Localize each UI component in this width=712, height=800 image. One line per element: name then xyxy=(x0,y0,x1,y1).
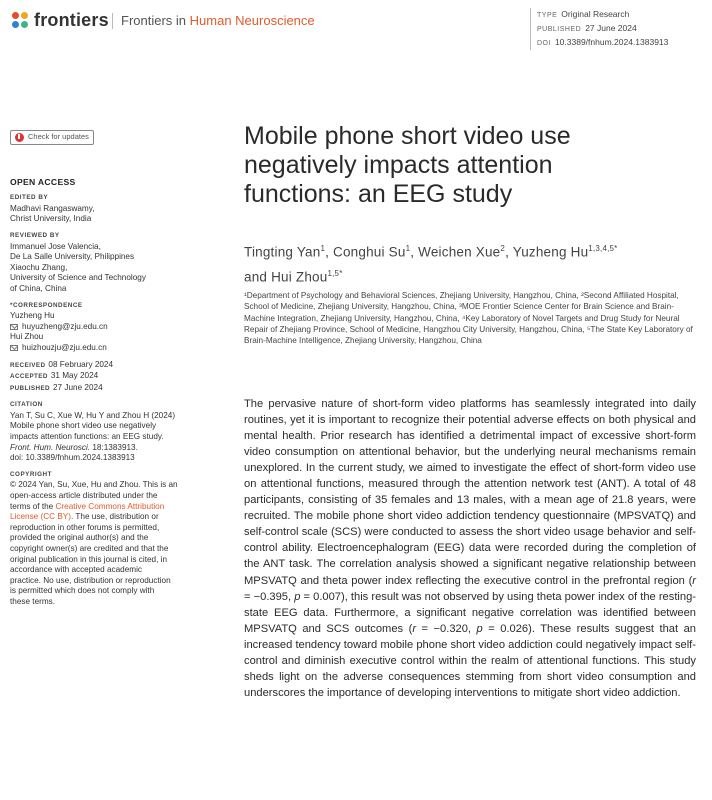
reviewer-line: University of Science and Technology xyxy=(10,273,146,283)
abstract-text: = −0.395, xyxy=(244,590,295,603)
reviewer-line: of China, China xyxy=(10,283,67,293)
abstract xyxy=(244,396,696,701)
meta-type-label: TYPE xyxy=(537,12,558,19)
stat-p: p xyxy=(294,590,301,603)
author-affil-sup: 1,5* xyxy=(327,268,343,278)
received-label: RECEIVED xyxy=(10,361,46,369)
author-name[interactable]: Weichen Xue xyxy=(418,244,501,260)
author-affil-sup: 2 xyxy=(500,244,506,253)
editor-line: Madhavi Rangaswamy, xyxy=(10,203,95,213)
received-date: 08 February 2024 xyxy=(48,359,114,369)
cc-license-link[interactable]: Creative Commons Attribution xyxy=(55,501,165,511)
author-name[interactable]: Yuzheng Hu xyxy=(512,244,589,260)
meta-type xyxy=(537,8,668,22)
copyright-line: provided the original author(s) and the xyxy=(10,533,149,543)
citation-doi[interactable]: doi: 10.3389/fnhum.2024.1383913 xyxy=(10,453,135,463)
citation-line: impacts attention functions: an EEG study. xyxy=(10,432,164,442)
stat-r: r xyxy=(412,622,417,635)
correspondent-name: Hui Zhou xyxy=(10,332,44,342)
accepted-label: ACCEPTED xyxy=(10,373,48,381)
reviewer-line: Immanuel Jose Valencia, xyxy=(10,241,101,251)
stat-r: r xyxy=(692,574,696,587)
affiliations: ¹Department of Psychology and Behavioral Sciences, Zhejiang University, Hangzhou, China, ²Second Affiliated Hospital, School of Medicine, Zhejiang University, Hangzhou, China, ³MOE Frontier Science Center for Brain Science and Brain-Machine Integration, Zhejiang University, Hangzhou, China, ⁴Key Laboratory of Novel Targets and Drug Study for Neural Repair of Zhejiang Province, School of Medicine, Hangzhou City University, Hangzhou, China, ⁵The State Key Laboratory of Brain-Machine Intelligence, Zhejiang University, Hangzhou, China xyxy=(244,291,693,346)
title-line: negatively impacts attention xyxy=(244,151,553,179)
copyright-line: is permitted which does not comply with xyxy=(10,586,155,596)
correspondence-label: *CORRESPONDENCE xyxy=(10,301,83,309)
reviewer-line: Xiaochu Zhang, xyxy=(10,262,68,272)
author-name[interactable]: Hui Zhou xyxy=(271,269,328,284)
logo-text: frontiers xyxy=(34,10,109,30)
correspondent-name: Yuzheng Hu xyxy=(10,311,55,321)
sidebar xyxy=(10,130,210,614)
abstract-text: = −0.320, xyxy=(416,622,477,635)
article-meta xyxy=(530,8,668,50)
reviewed-by-label: REVIEWED BY xyxy=(10,231,60,239)
citation-journal: Front. Hum. Neurosci. xyxy=(10,442,91,452)
citation-line: Yan T, Su C, Xue W, Hu Y and Zhou H (2024) xyxy=(10,410,176,420)
accepted-date: 31 May 2024 xyxy=(50,371,99,381)
journal-name[interactable] xyxy=(112,13,315,29)
citation-journal-line xyxy=(10,443,210,454)
copyright-line: open-access article distributed under the xyxy=(10,491,158,501)
copyright-line xyxy=(10,512,210,523)
mail-icon xyxy=(10,345,18,351)
email-link[interactable] xyxy=(10,343,210,354)
editor-line: Christ University, India xyxy=(10,214,92,224)
frontiers-logo[interactable] xyxy=(12,10,109,31)
check-for-updates-button[interactable] xyxy=(10,130,94,145)
edited-by-label: EDITED BY xyxy=(10,194,49,202)
open-access-label: OPEN ACCESS xyxy=(10,176,76,187)
reviewed-by-section xyxy=(10,231,210,295)
mail-icon xyxy=(10,324,18,330)
meta-type-value: Original Research xyxy=(561,9,630,19)
email-text: huizhouzju@zju.edu.cn xyxy=(22,342,107,352)
reviewer-line: De La Salle University, Philippines xyxy=(10,252,135,262)
meta-doi xyxy=(537,36,668,50)
email-link[interactable] xyxy=(10,322,210,333)
citation-section xyxy=(10,400,210,464)
citation-line: Mobile phone short video use negatively xyxy=(10,421,157,431)
abstract-text: = 0.007), this result was not observed by using theta power index of the resting-state EEG data. Furthermore, a significant negative correlation was identified between MPSVATQ and SCS outcomes ( xyxy=(244,590,696,635)
copyright-text: . The use, distribution or xyxy=(70,512,159,522)
author-list: Tingting Yan$^1$, Conghui Su$^1$, Weichen Xue$^2$, Yuzheng $Hu^{1,3,4,5*}$ and Hui Zhou$^{1,5*}$ xyxy=(244,244,618,284)
copyright-label: COPYRIGHT xyxy=(10,470,52,478)
author-affil-sup: 1,3,4,5* xyxy=(588,244,618,253)
published-label: PUBLISHED xyxy=(10,384,50,392)
journal-prefix: Frontiers in xyxy=(121,13,190,28)
frontiers-logo-icon xyxy=(12,12,30,30)
author-name[interactable]: Tingting Yan xyxy=(244,244,321,260)
copyright-line: copyright owner(s) are credited and that the xyxy=(10,544,169,553)
author-affil-sup: 1 xyxy=(405,244,411,253)
copyright-text: terms of the xyxy=(10,501,56,511)
author-name[interactable]: Conghui Su xyxy=(333,244,406,260)
citation-label: CITATION xyxy=(10,401,43,409)
citation-volume: 18:1383913. xyxy=(90,442,138,452)
title-line: Mobile phone short video use xyxy=(244,122,571,150)
email-text: huyuzheng@zju.edu.cn xyxy=(22,321,108,331)
meta-published-label: PUBLISHED xyxy=(537,26,582,33)
journal-title: Human Neuroscience xyxy=(189,13,315,28)
meta-published xyxy=(537,22,668,36)
copyright-line: © 2024 Yan, Su, Xue, Hu and Zhou. This is an xyxy=(10,480,178,490)
edited-by-section xyxy=(10,193,210,225)
copyright-line: reproduction in other forums is permitted, xyxy=(10,522,160,532)
meta-doi-value[interactable]: 10.3389/fnhum.2024.1383913 xyxy=(554,37,669,47)
author-affil-sup: 1 xyxy=(320,244,326,253)
dates-section xyxy=(10,360,210,395)
meta-doi-label: DOI xyxy=(537,40,551,47)
meta-published-value: 27 June 2024 xyxy=(585,23,637,33)
copyright-line: accordance with accepted academic xyxy=(10,565,142,575)
check-updates-label: Check for updates xyxy=(28,132,89,141)
published-date: 27 June 2024 xyxy=(53,382,103,392)
abstract-text: The pervasive nature of short-form video platforms has seamlessly integrated into daily routines, yet it is important to recognize their potential adverse effects on both physical and mental health. Prior research has identified a detrimental impact of excessive short-form video consumption on attentional behavior, but the underlying neural mechanisms remain unexplored. In the current study, we aimed to investigate the effect of short-form video use on attentional functions, measured through the attention network test (ANT). A total of 48 participants, consisting of 35 females and 13 males, with a mean age of 21.8 years, were recruited. The mobile phone short video addiction tendency questionnaire (MPSVATQ) and self-control scale (SCS) were conducted to assess the short video usage behavior and self-control ability. Electroencephalogram (EEG) data were recorded during the completion of the ANT task. The correlation analysis showed a significant negative relationship between MPSVATQ and theta power index reflecting the executive control in the prefrontal region ( xyxy=(244,398,696,587)
copyright-line: practice. No use, distribution or reproduction xyxy=(10,575,171,585)
copyright-line xyxy=(10,502,210,513)
article-title xyxy=(244,122,684,209)
copyright-section xyxy=(10,470,210,608)
abstract-text: = 0.026). These results suggest that an increased tendency toward mobile phone short video addiction could negatively impact self-control and diminish executive control within the realm of attentional functions. This study sheds light on the adverse consequences stemming from short video consumption and underscores the importance of developing interventions to mitigate short video addiction. xyxy=(244,622,696,699)
stat-p: p xyxy=(476,622,483,635)
correspondence-section xyxy=(10,301,210,354)
title-line: functions: an EEG study xyxy=(244,180,513,208)
update-icon xyxy=(15,133,24,142)
copyright-line: these terms. xyxy=(10,596,56,606)
copyright-line: original publication in this journal is cited, in xyxy=(10,554,168,564)
cc-license-link[interactable]: License (CC BY) xyxy=(10,512,71,522)
